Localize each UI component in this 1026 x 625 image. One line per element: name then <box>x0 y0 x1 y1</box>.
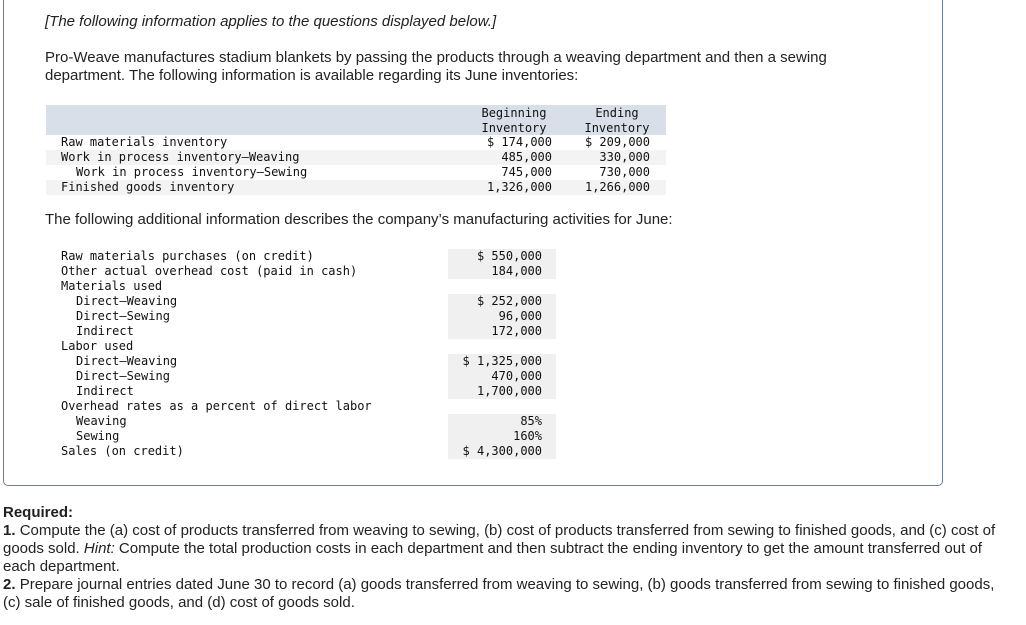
ending-value: 730,000 <box>599 165 650 179</box>
activity-row <box>46 309 556 324</box>
activity-row-value: 160% <box>448 429 556 444</box>
beginning-inventory-header: Beginning Inventory <box>481 106 547 135</box>
activity-row <box>46 354 556 369</box>
beginning-value: 485,000 <box>501 150 552 164</box>
activity-row-label: Direct—Weaving <box>76 294 178 308</box>
activity-row-value: 96,000 <box>448 309 556 324</box>
activity-row <box>46 384 556 399</box>
ending-value: 330,000 <box>599 150 650 164</box>
activities-table <box>46 249 556 459</box>
activity-row <box>46 339 556 354</box>
beginning-value: 745,000 <box>501 165 552 179</box>
activity-row-label: Direct—Weaving <box>76 354 178 368</box>
activity-row <box>46 429 556 444</box>
description-paragraph: Pro-Weave manufactures stadium blankets by passing the products through a weaving department and then a sewing department. The following information is available regarding its June inventories: <box>45 49 827 84</box>
required-heading: Required: <box>3 504 74 521</box>
activity-row-value: 470,000 <box>448 369 556 384</box>
activity-row <box>46 369 556 384</box>
activity-row-label: Direct—Sewing <box>76 369 170 383</box>
activity-row-label: Weaving <box>76 414 127 428</box>
activity-row-label: Indirect <box>76 324 134 338</box>
beginning-value: $ 174,000 <box>486 135 552 149</box>
activity-row-label: Raw materials purchases (on credit) <box>61 249 314 263</box>
requirement-1: 1. Compute the (a) cost of products transferred from weaving to sewing, (b) cost of products transferred from sewing to finished goods, and (c) cost of goods sold. Hint: Compute the total production costs in each department and then subtract the ending inventory to get the amount transferred out of each department. <box>3 522 996 575</box>
activity-row-value: $ 4,300,000 <box>448 444 556 459</box>
inventory-row <box>46 135 666 150</box>
activity-row-value: $ 252,000 <box>448 294 556 309</box>
activity-row-label: Overhead rates as a percent of direct labor <box>61 399 372 413</box>
activity-row-label: Labor used <box>61 339 134 353</box>
requirement-2: 2. Prepare journal entries dated June 30 to record (a) goods transferred from weaving to sewing, (b) goods transferred from sewing to finished goods, (c) sale of finished goods, and (d) cost of goods sold. <box>3 576 995 611</box>
inventory-row <box>46 180 666 195</box>
intro-note: [The following information applies to the questions displayed below.] <box>45 13 497 30</box>
activity-row-label: Direct—Sewing <box>76 309 170 323</box>
activity-row-label: Other actual overhead cost (paid in cash) <box>61 264 358 278</box>
activity-row-label: Materials used <box>61 279 163 293</box>
activity-row-label: Sewing <box>76 429 120 443</box>
activity-row-value: $ 550,000 <box>448 249 556 264</box>
activity-row <box>46 414 556 429</box>
activity-row <box>46 279 556 294</box>
additional-info-paragraph: The following additional information describes the company’s manufacturing activities for June: <box>45 211 673 228</box>
ending-value: $ 209,000 <box>584 135 650 149</box>
beginning-value: 1,326,000 <box>486 180 552 194</box>
inventory-row <box>46 165 666 180</box>
inventory-row-label: Raw materials inventory <box>61 135 228 149</box>
activity-row <box>46 249 556 264</box>
inventory-row <box>46 150 666 165</box>
activity-row <box>46 324 556 339</box>
inventory-table-header <box>46 105 666 135</box>
inventory-row-label: Finished goods inventory <box>61 180 235 194</box>
activity-row-label: Indirect <box>76 384 134 398</box>
activity-row-value: 184,000 <box>448 264 556 279</box>
activity-row <box>46 444 556 459</box>
ending-inventory-header: Ending Inventory <box>584 106 650 135</box>
activity-row <box>46 264 556 279</box>
activity-row-value: $ 1,325,000 <box>448 354 556 369</box>
ending-value: 1,266,000 <box>584 180 650 194</box>
inventory-row-label: Work in process inventory—Weaving <box>61 150 300 164</box>
activity-row-value: 172,000 <box>448 324 556 339</box>
required-section <box>3 504 1003 612</box>
activity-row <box>46 294 556 309</box>
activity-row-value: 1,700,000 <box>448 384 556 399</box>
activity-row-value: 85% <box>448 414 556 429</box>
inventory-table <box>46 105 666 195</box>
activity-row <box>46 399 556 414</box>
activity-row-label: Sales (on credit) <box>61 444 184 458</box>
inventory-row-label: Work in process inventory—Sewing <box>76 165 308 179</box>
